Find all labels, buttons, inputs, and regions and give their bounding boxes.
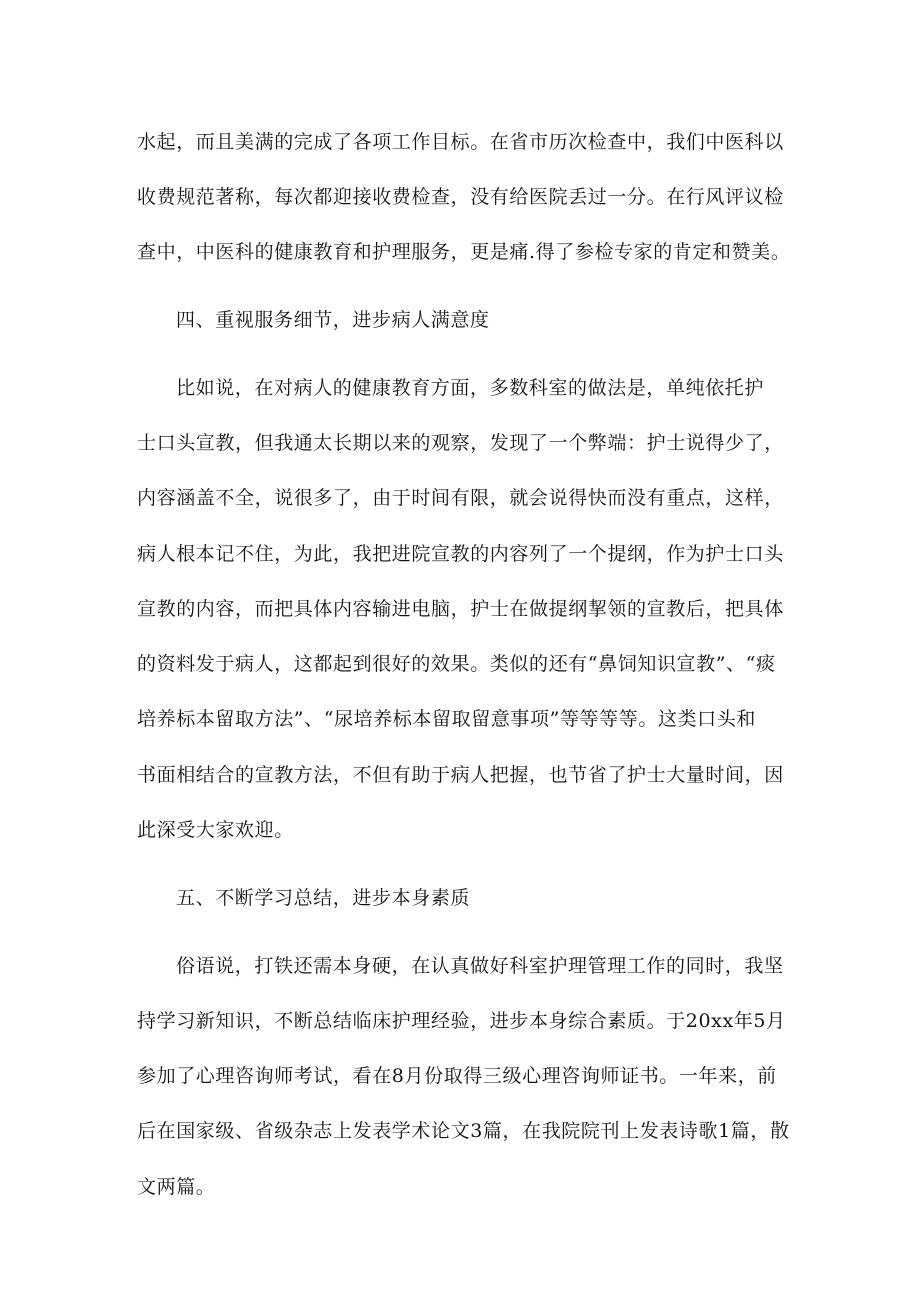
paragraph-text: 文两篇。 [137, 1176, 216, 1198]
paragraph-line [0, 1061, 920, 1091]
paragraph-line [0, 760, 920, 790]
paragraph-text: 收费规范著称，每次都迎接收费检查，没有给医院丢过一分。在行风评议检 [137, 186, 784, 208]
paragraph-line [0, 649, 920, 679]
paragraph-line [0, 428, 920, 458]
paragraph-text: 俗语说，打铁还需本身硬，在认真做好科室护理管理工作的同时，我坚 [176, 955, 784, 977]
paragraph-text: 的资料发于病人，这都起到很好的效果。类似的还有“鼻饲知识宣教”、“痰 [137, 653, 776, 675]
section-heading-text: 五、不断学习总结，进步本身素质 [176, 887, 471, 909]
paragraph-text: 参加了心理咨询师考试，看在8月份取得三级心理咨询师证书。一年来，前 [137, 1065, 777, 1087]
paragraph-line [0, 182, 920, 212]
paragraph-text: 水起，而且美满的完成了各项工作目标。在省市历次检查中，我们中医科以 [137, 131, 784, 153]
paragraph-text: 病人根本记不住，为此，我把进院宣教的内容列了一个提纲，作为护士口头 [137, 543, 784, 565]
paragraph-line [0, 373, 920, 403]
paragraph-line [0, 1172, 920, 1202]
paragraph-line [0, 237, 920, 267]
section-heading-text: 四、重视服务细节，进步病人满意度 [176, 309, 490, 331]
paragraph-line [0, 483, 920, 513]
paragraph-line [0, 951, 920, 981]
paragraph-line [0, 1116, 920, 1146]
paragraph-text: 此深受大家欢迎。 [137, 819, 294, 841]
paragraph-text: 培养标本留取方法”、“尿培养标本留取留意事项”等等等等。这类口头和 [137, 708, 756, 730]
paragraph-line [0, 1006, 920, 1036]
paragraph-text: 查中，中医科的健康教育和护理服务，更是痛.得了参检专家的肯定和赞美。 [137, 241, 791, 263]
paragraph-text: 比如说，在对病人的健康教育方面，多数科室的做法是，单纯依托护 [176, 377, 765, 399]
section-heading [0, 305, 920, 335]
paragraph-text: 内容涵盖不全，说很多了，由于时间有限，就会说得快而没有重点，这样， [137, 487, 784, 509]
paragraph-line [0, 127, 920, 157]
paragraph-line [0, 815, 920, 845]
paragraph-text: 后在国家级、省级杂志上发表学术论文3篇，在我院院刊上发表诗歌1篇，散 [137, 1120, 790, 1142]
paragraph-line [0, 704, 920, 734]
paragraph-text: 书面相结合的宣教方法，不但有助于病人把握，也节省了护士大量时间，因 [137, 764, 784, 786]
paragraph-text: 宣教的内容，而把具体内容输进电脑，护士在做提纲挈领的宣教后，把具体 [137, 598, 784, 620]
paragraph-text: 士口头宣教，但我通太长期以来的观察，发现了一个弊端：护士说得少了， [137, 432, 784, 454]
paragraph-line [0, 594, 920, 624]
paragraph-text: 持学习新知识，不断总结临床护理经验，进步本身综合素质。于20xx年5月 [137, 1010, 786, 1032]
section-heading [0, 883, 920, 913]
paragraph-line [0, 539, 920, 569]
